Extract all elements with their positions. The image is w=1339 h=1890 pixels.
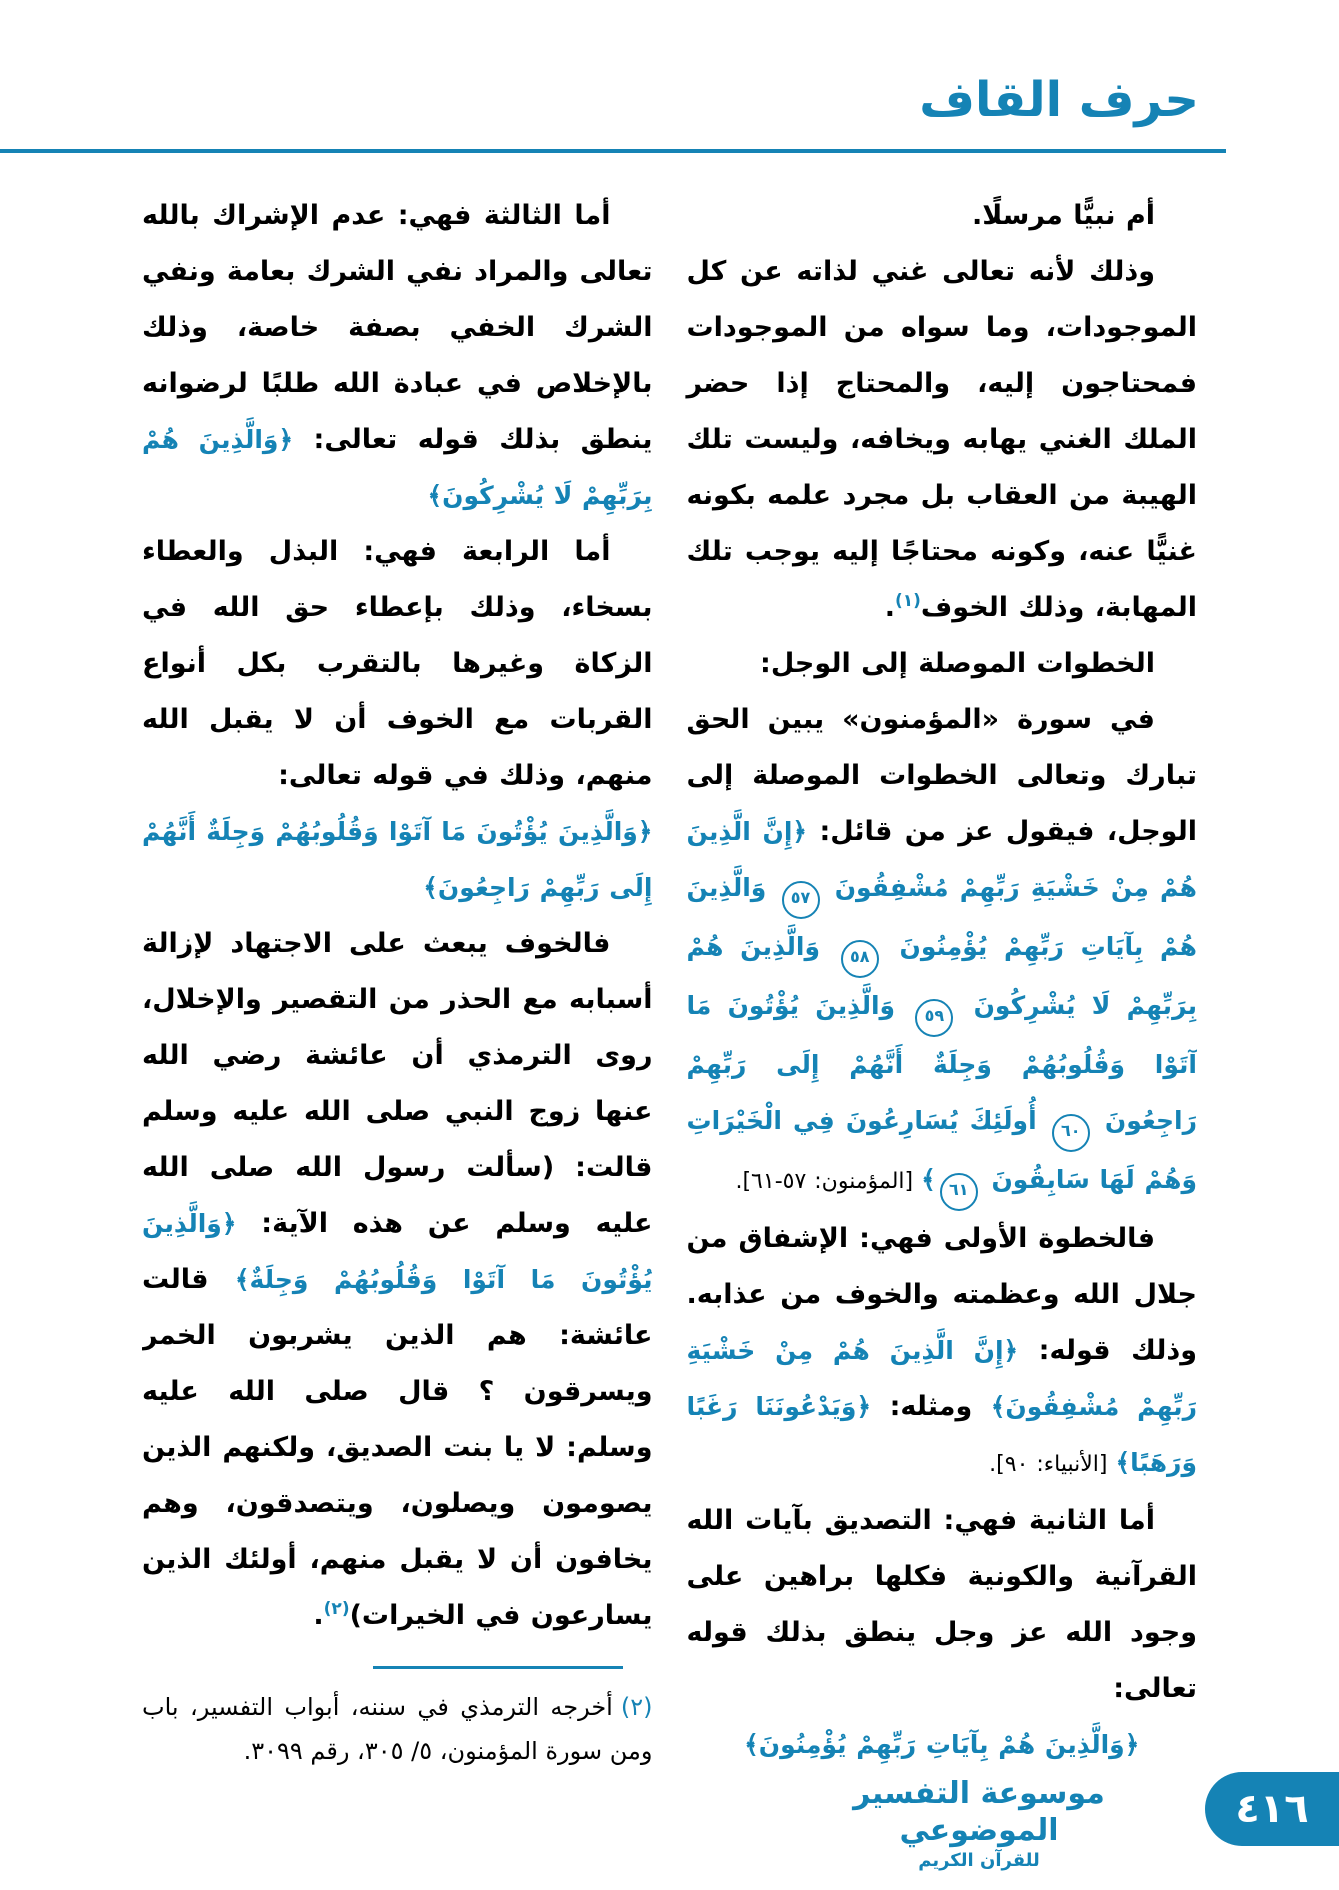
right-column (687, 188, 1198, 1770)
emphasis-text: . (313, 1600, 324, 1631)
logo-title-calligraphy: موسوعة التفسير الموضوعي (853, 1775, 1105, 1848)
emphasis-text: أما الثانية فهي: (943, 1505, 1155, 1536)
paragraph-step-one (687, 1211, 1198, 1493)
quran-verse: أُولَئِكَ يُسَارِعُونَ فِي الْخَيْرَاتِ وَهُمْ لَهَا سَابِقُونَ (686, 1106, 1197, 1194)
section-heading (687, 636, 1198, 692)
emphasis-text: أما الثالثة فهي: (397, 200, 611, 231)
page-number: ٤١٦ (1235, 1786, 1309, 1832)
quran-verse: ﴾ (921, 1165, 936, 1194)
left-column-paragraphs (142, 188, 653, 1644)
quran-verse: ﴿وَالَّذِينَ هُمْ بِرَبِّهِمْ لَا يُشْرِكُونَ﴾ (142, 425, 653, 510)
quran-verse: وَالَّذِينَ هُمْ بِآيَاتِ رَبِّهِمْ يُؤْمِنُونَ (686, 873, 1197, 961)
quran-verse: ﴿وَيَدْعُونَنَا رَغَبًا وَرَهَبًا﴾ (686, 1392, 1197, 1477)
quran-verse: ﴿وَالَّذِينَ يُؤْتُونَ مَا آتَوْا وَقُلُوبُهُمْ وَجِلَةٌ أَنَّهُمْ إِلَى رَبِّهِمْ رَاجِعُونَ﴾ (142, 817, 653, 902)
ayah-number-medallion: ٦٠ (1052, 1114, 1090, 1152)
ayah-number-medallion: ٥٨ (841, 940, 879, 978)
paragraph-hadith-aisha (142, 916, 653, 1644)
paragraph-step-three (142, 188, 653, 524)
body-text: ومثله: (871, 1391, 991, 1422)
right-column-paragraphs (687, 188, 1198, 1770)
chapter-title: حرف القاف (919, 72, 1199, 128)
paragraph-intro-tail (687, 188, 1198, 244)
body-text: التصديق بآيات الله القرآنية والكونية فكلها براهين على وجود الله عز وجل ينطق بذلك قوله تعالى: (686, 1505, 1197, 1704)
logo-subtitle: للقرآن الكريم (918, 1849, 1040, 1871)
publisher-logo (811, 1775, 1147, 1873)
body-text: أم نبيًّا مرسلًا. (972, 200, 1155, 231)
footnote-marker: (٢) (620, 1693, 653, 1721)
quran-verse: ﴿وَالَّذِينَ هُمْ بِآيَاتِ رَبِّهِمْ يُؤْمِنُونَ﴾ (744, 1730, 1140, 1759)
footnote-text: أخرجه الترمذي في سننه، أبواب التفسير، باب ومن سورة المؤمنون، ٥/ ٣٠٥، رقم ٣٠٩٩. (142, 1693, 653, 1765)
body-text: وذلك لأنه تعالى غني لذاته عن كل الموجودات، وما سواه من الموجودات فمحتاجون إليه، والمحتاج إذا حضر الملك الغني يهابه ويخافه، وليست تلك الهيبة من العقاب بل مجرد علمه بكونه غنيًّا عنه، وكونه محتاجًا إليه يوجب تلك المهابة، وذلك الخوف (686, 256, 1197, 623)
header-divider (0, 149, 1226, 153)
emphasis-text: الخطوات الموصلة إلى الوجل: (760, 648, 1155, 679)
quran-verse: ﴿إِنَّ الَّذِينَ هُمْ مِنْ خَشْيَةِ رَبِّهِمْ مُشْفِقُونَ (686, 817, 1197, 902)
content-columns (142, 188, 1197, 1770)
verse-citation: [المؤمنون: ٥٧-٦١]. (735, 1169, 922, 1194)
ayah-number-medallion: ٥٧ (782, 881, 820, 919)
quran-verse: وَالَّذِينَ هُمْ بِرَبِّهِمْ لَا يُشْرِكُونَ (686, 932, 1197, 1020)
quran-verse: ﴿إِنَّ الَّذِينَ هُمْ مِنْ خَشْيَةِ رَبِّهِمْ مُشْفِقُونَ﴾ (686, 1336, 1197, 1421)
emphasis-text: فالخطوة الأولى فهي: (859, 1223, 1155, 1254)
ayah-number-medallion: ٦١ (940, 1173, 978, 1211)
body-text: . (884, 592, 895, 623)
emphasis-text: أما الرابعة فهي: (363, 536, 611, 567)
body-text: في سورة «المؤمنون» يبين الحق تبارك وتعالى الخطوات الموصلة إلى الوجل، فيقول عز من قائل: (686, 704, 1197, 847)
body-text: البذل والعطاء بسخاء، وذلك بإعطاء حق الله في الزكاة وغيرها بالتقرب بكل أنواع القربات مع الخوف أن لا يقبل الله منهم، وذلك في قوله تعالى: (142, 536, 653, 791)
verse-citation: [الأنبياء: ٩٠]. (989, 1452, 1116, 1477)
paragraph-ghina (687, 244, 1198, 636)
ayah-number-medallion: ٥٩ (915, 999, 953, 1037)
paragraph-step-two (687, 1493, 1198, 1717)
emphasis-text: (سألت رسول الله صلى الله عليه وسلم عن هذه الآية: (142, 1152, 653, 1239)
footnote-2 (142, 1685, 653, 1770)
footnote-ref: (١) (894, 591, 921, 611)
emphasis-text: قالت عائشة: هم الذين يشربون الخمر ويسرقون ؟ قال صلى الله عليه وسلم: لا يا بنت الصديق، ولكنهم الذين يصومون ويصلون، ويتصدقون، وهم يخافون أن لا يقبل منهم، أولئك الذين يسارعون في الخيرات) (142, 1264, 653, 1631)
page-number-badge (1205, 1772, 1339, 1846)
footnote-divider (373, 1666, 623, 1669)
body-text: فالخوف يبعث على الاجتهاد لإزالة أسبابه مع الحذر من التقصير والإخلال، روى الترمذي أن عائشة رضي الله عنها زوج النبي صلى الله عليه وسلم قالت: (142, 928, 653, 1183)
footnote-ref: (٢) (323, 1599, 350, 1619)
paragraph-muminun-quote (687, 692, 1198, 1211)
verse-centered (687, 1717, 1198, 1770)
quran-verse: وَالَّذِينَ يُؤْتُونَ مَا آتَوْا وَقُلُوبُهُمْ وَجِلَةٌ أَنَّهُمْ إِلَى رَبِّهِمْ رَاجِعُونَ (686, 991, 1197, 1135)
body-text: عدم الإشراك بالله تعالى والمراد نفي الشرك بعامة ونفي الشرك الخفي بصفة خاصة، وذلك بالإخلاص في عبادة الله طلبًا لرضوانه ينطق بذلك قوله تعالى: (142, 200, 653, 455)
verse-wajila (142, 804, 653, 916)
paragraph-step-four (142, 524, 653, 804)
quran-verse: ﴿وَالَّذِينَ يُؤْتُونَ مَا آتَوْا وَقُلُوبُهُمْ وَجِلَةٌ﴾ (142, 1209, 653, 1294)
body-text: الإشفاق من جلال الله وعظمته والخوف من عذابه. وذلك قوله: (686, 1223, 1197, 1366)
left-column (142, 188, 653, 1770)
